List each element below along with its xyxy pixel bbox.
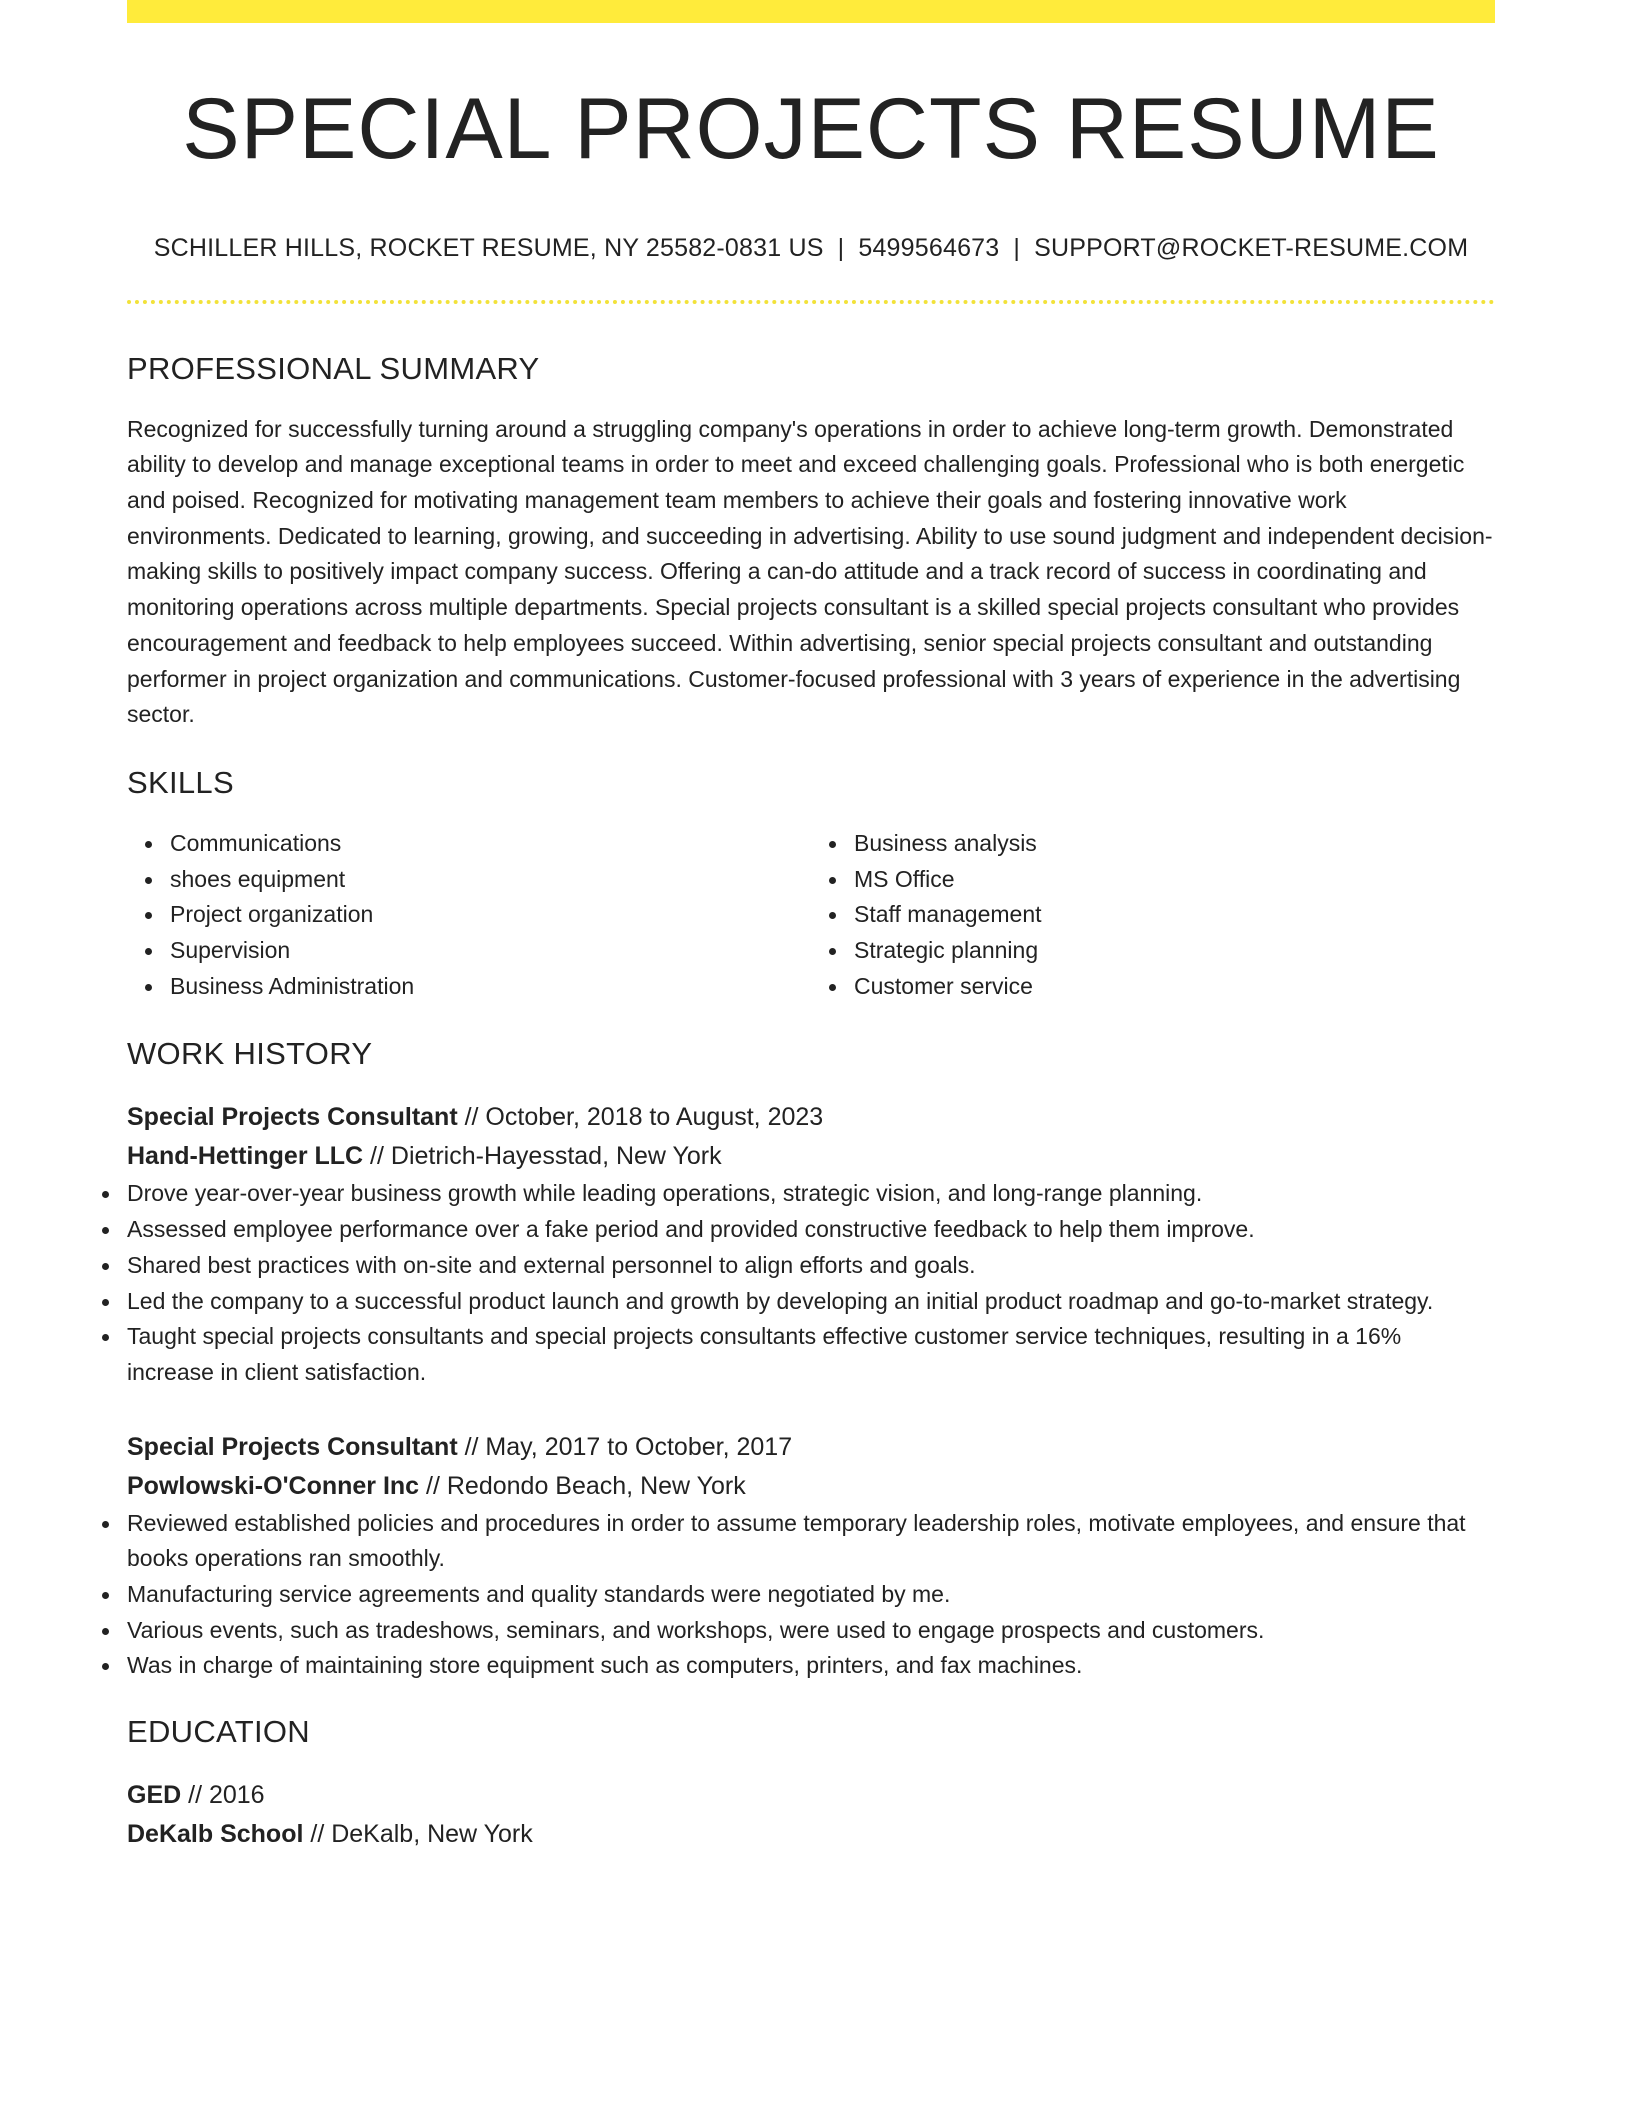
job-duty: Shared best practices with on-site and external personnel to align efforts and goals. — [127, 1248, 1495, 1284]
education-school-line — [127, 1815, 1495, 1854]
job-location: // Redondo Beach, New York — [419, 1471, 746, 1500]
education-heading: EDUCATION — [127, 1714, 310, 1750]
resume-page — [127, 0, 1495, 1854]
job-role: Special Projects Consultant — [127, 1432, 458, 1461]
job-company: Powlowski-O'Conner Inc — [127, 1471, 420, 1500]
skills-list — [127, 826, 1495, 1005]
job-title-line — [127, 1098, 1495, 1137]
skills-heading: SKILLS — [127, 764, 234, 800]
education-year: // 2016 — [181, 1781, 265, 1810]
job-duties — [127, 1506, 1495, 1685]
job-entry — [127, 1098, 1495, 1390]
job-duty: Various events, such as tradeshows, seminars, and workshops, were used to engage prospects and customers. — [127, 1613, 1495, 1649]
job-entry — [127, 1428, 1495, 1685]
education-degree-line — [127, 1776, 1495, 1815]
job-location: // Dietrich-Hayesstad, New York — [363, 1142, 722, 1171]
accent-bar — [127, 0, 1495, 23]
job-role: Special Projects Consultant — [127, 1103, 458, 1132]
education-entry — [127, 1776, 1495, 1854]
job-company-line — [127, 1137, 1495, 1176]
skill-item: shoes equipment — [170, 862, 811, 898]
job-duty: Reviewed established policies and procedures in order to assume temporary leadership roles, motivate employees, and ensure that books operations ran smoothly. — [127, 1506, 1495, 1577]
skill-item: Strategic planning — [854, 933, 1495, 969]
skill-item: Project organization — [170, 897, 811, 933]
job-duty: Manufacturing service agreements and quality standards were negotiated by me. — [127, 1577, 1495, 1613]
job-company-line — [127, 1467, 1495, 1506]
job-duty: Was in charge of maintaining store equipment such as computers, printers, and fax machines. — [127, 1648, 1495, 1684]
work-history-heading: WORK HISTORY — [127, 1036, 373, 1072]
job-duties — [127, 1176, 1495, 1390]
header-divider — [127, 300, 1495, 304]
skill-item: Staff management — [854, 897, 1495, 933]
education-degree: GED — [127, 1781, 182, 1810]
contact-separator: | — [1013, 233, 1021, 262]
education-location: // DeKalb, New York — [303, 1820, 533, 1849]
skills-column-right — [811, 826, 1495, 1005]
resume-title: SPECIAL PROJECTS RESUME — [182, 81, 1440, 177]
skill-item: Supervision — [170, 933, 811, 969]
contact-line — [127, 234, 1495, 263]
skill-item: MS Office — [854, 862, 1495, 898]
job-duty: Taught special projects consultants and special projects consultants effective customer service techniques, resulting in a 16% increase in client satisfaction. — [127, 1319, 1495, 1390]
job-title-line — [127, 1428, 1495, 1467]
skill-item: Customer service — [854, 969, 1495, 1005]
job-duty: Drove year-over-year business growth while leading operations, strategic vision, and long-range planning. — [127, 1176, 1495, 1212]
skills-column-left — [127, 826, 811, 1005]
job-dates: // October, 2018 to August, 2023 — [457, 1103, 824, 1132]
job-company: Hand-Hettinger LLC — [127, 1142, 364, 1171]
summary-heading: PROFESSIONAL SUMMARY — [127, 350, 540, 386]
contact-email: SUPPORT@ROCKET-RESUME.COM — [1034, 233, 1469, 262]
job-duty: Assessed employee performance over a fake period and provided constructive feedback to help them improve. — [127, 1212, 1495, 1248]
education-school: DeKalb School — [127, 1820, 304, 1849]
skill-item: Communications — [170, 826, 811, 862]
job-duty: Led the company to a successful product launch and growth by developing an initial product roadmap and go-to-market strategy. — [127, 1284, 1495, 1320]
summary-text: Recognized for successfully turning around a struggling company's operations in order to achieve long-term growth. Demonstrated ability to develop and manage exceptional teams in order to meet and exceed challenging goals. Professional who is both energetic and poised. Recognized for motivating management team members to achieve their goals and fostering innovative work environments. Dedicated to learning, growing, and succeeding in advertising. Ability to use sound judgment and independent decision-making skills to positively impact company success. Offering a can-do attitude and a track record of success in coordinating and monitoring operations across multiple departments. Special projects consultant is a skilled special projects consultant who provides encouragement and feedback to help employees succeed. Within advertising, senior special projects consultant and outstanding performer in project organization and communications. Customer-focused professional with 3 years of experience in the advertising sector. — [127, 415, 1493, 728]
skill-item: Business analysis — [854, 826, 1495, 862]
contact-phone: 5499564673 — [858, 233, 1000, 262]
job-dates: // May, 2017 to October, 2017 — [457, 1432, 793, 1461]
contact-separator: | — [837, 233, 845, 262]
skill-item: Business Administration — [170, 969, 811, 1005]
contact-address: SCHILLER HILLS, ROCKET RESUME, NY 25582-0831 US — [153, 233, 824, 262]
